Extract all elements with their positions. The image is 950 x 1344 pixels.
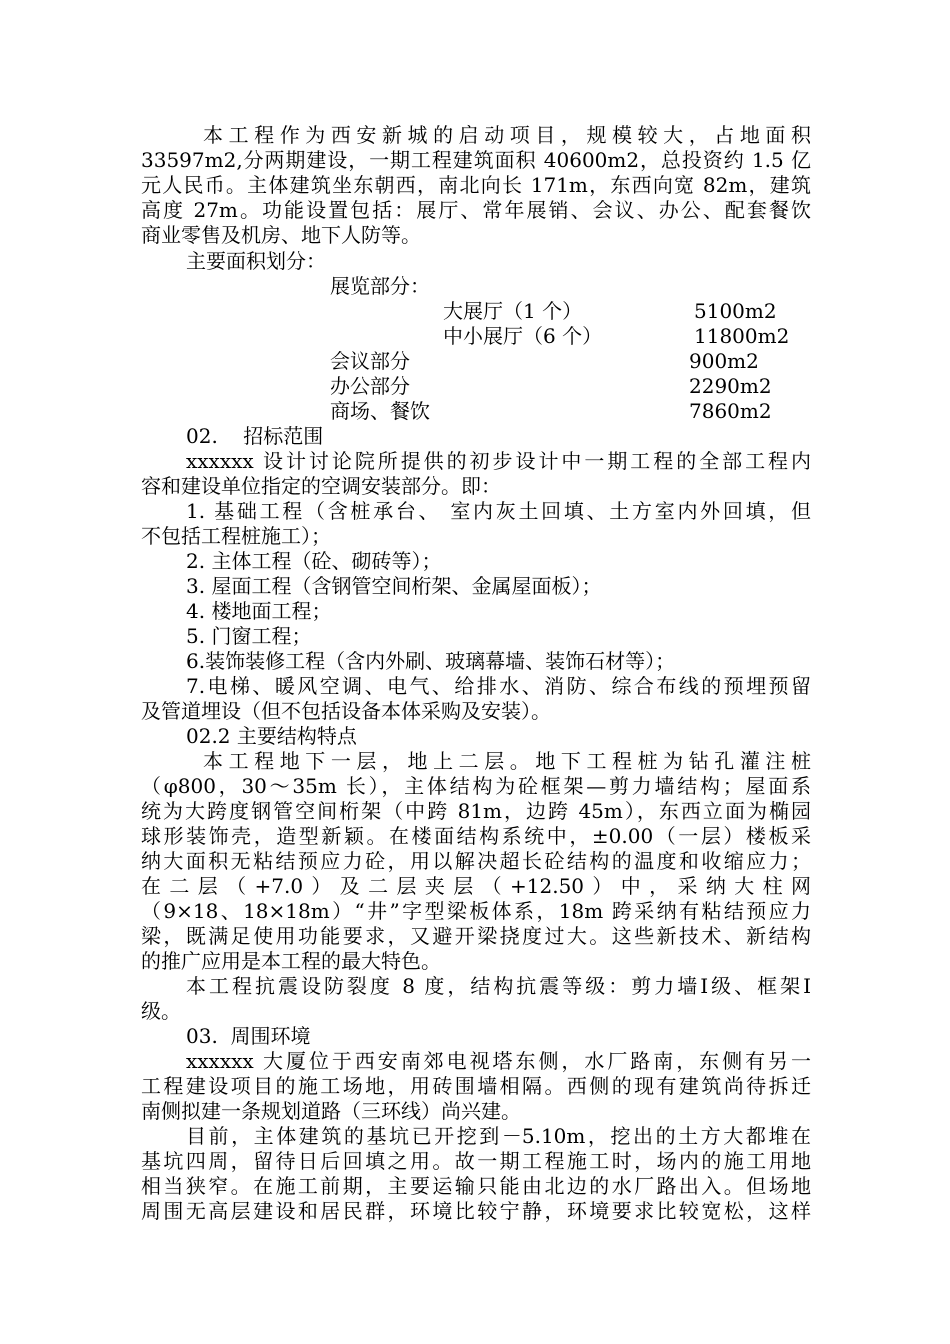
scope-line: 及管道埋设（但不包括设备本体采购及安装）。 bbox=[141, 699, 551, 723]
scope-line: 1. 基础工程（含桩承台、 室内灰土回填、土方室内外回填，但 bbox=[186, 499, 811, 523]
environment-line: 周围无高层建设和居民群，环境比较宁静，环境要求比较宽松，这样 bbox=[141, 1199, 811, 1223]
scope-line: 6.装饰装修工程（含内外刷、玻璃幕墙、装饰石材等）； bbox=[186, 649, 676, 673]
area-row-value: 7860m2 bbox=[689, 399, 772, 423]
environment-line: 目前，主体建筑的基坑已开挖到－5.10m，挖出的土方大都堆在 bbox=[186, 1124, 811, 1148]
structure-line: 本工程地下一层，地上二层。地下工程桩为钻孔灌注桩 bbox=[203, 749, 811, 773]
area-row-label: 会议部分 bbox=[330, 349, 410, 373]
section-heading-structure: 02.2 主要结构特点 bbox=[186, 724, 357, 748]
intro-line: 33597m2,分两期建设，一期工程建筑面积 40600m2，总投资约 1.5 亿 bbox=[141, 148, 811, 172]
area-row-label: 商场、餐饮 bbox=[330, 399, 430, 423]
area-row-label: 大展厅（1 个） bbox=[443, 299, 583, 323]
area-row-label: 中小展厅（6 个） bbox=[443, 324, 603, 348]
scope-line: 7.电梯、暖风空调、电气、给排水、消防、综合布线的预埋预留 bbox=[186, 674, 811, 698]
structure-line: 统为大跨度钢管空间桁架（中跨 81m，边跨 45m），东西立面为椭园 bbox=[141, 799, 811, 823]
structure-line: （φ800，30～35m 长），主体结构为砼框架—剪力墙结构；屋面系 bbox=[141, 774, 811, 798]
structure-line: 球形装饰壳，造型新颖。在楼面结构系统中，±0.00（一层）楼板采 bbox=[141, 824, 811, 848]
structure-line: 纳大面积无粘结预应力砼，用以解决超长砼结构的温度和收缩应力； bbox=[141, 849, 811, 873]
structure-line: 本工程抗震设防裂度 8 度，结构抗震等级：剪力墙Ⅰ级、框架Ⅰ bbox=[186, 974, 811, 998]
environment-line: 南侧拟建一条规划道路（三环线）尚兴建。 bbox=[141, 1099, 521, 1123]
area-row-value: 11800m2 bbox=[694, 324, 790, 348]
section-heading-scope: 02. 招标范围 bbox=[186, 424, 324, 448]
structure-line: 在二层（+7.0）及二层夹层（+12.50）中，采纳大柱网 bbox=[141, 874, 811, 898]
area-row-value: 900m2 bbox=[689, 349, 759, 373]
intro-line: 本工程作为西安新城的启动项目，规模较大，占地面积 bbox=[203, 123, 811, 147]
structure-line: 的推广应用是本工程的最大特色。 bbox=[141, 949, 441, 973]
structure-line: （9×18、18×18m）“井”字型梁板体系，18m 跨采纳有粘结预应力 bbox=[141, 899, 811, 923]
scope-line: 5. 门窗工程； bbox=[186, 624, 312, 648]
intro-line: 元人民币。主体建筑坐东朝西，南北向长 171m，东西向宽 82m，建筑 bbox=[141, 173, 811, 197]
scope-line: xxxxxx 设计讨论院所提供的初步设计中一期工程的全部工程内 bbox=[186, 449, 811, 473]
structure-line: 级。 bbox=[141, 999, 181, 1023]
area-heading: 主要面积划分： bbox=[186, 249, 326, 273]
intro-line: 商业零售及机房、地下人防等。 bbox=[141, 223, 421, 247]
scope-line: 不包括工程桩施工）； bbox=[141, 524, 331, 548]
environment-line: xxxxxx 大厦位于西安南郊电视塔东侧，水厂路南，东侧有另一 bbox=[186, 1049, 811, 1073]
scope-line: 4. 楼地面工程； bbox=[186, 599, 332, 623]
environment-line: 工程建设项目的施工场地，用砖围墙相隔。西侧的现有建筑尚待拆迁 bbox=[141, 1074, 811, 1098]
scope-line: 容和建设单位指定的空调安装部分。即： bbox=[141, 474, 501, 498]
environment-line: 相当狭窄。在施工前期，主要运输只能由北边的水厂路出入。但场地 bbox=[141, 1174, 811, 1198]
section-heading-environment: 03. 周围环境 bbox=[186, 1024, 311, 1048]
exhibit-label: 展览部分： bbox=[330, 274, 430, 298]
area-row-label: 办公部分 bbox=[330, 374, 410, 398]
structure-line: 梁，既满足使用功能要求，又避开梁挠度过大。这些新技术、新结构 bbox=[141, 924, 811, 948]
area-row-value: 2290m2 bbox=[689, 374, 772, 398]
scope-line: 2. 主体工程（砼、砌砖等）； bbox=[186, 549, 442, 573]
intro-line: 高度 27m。功能设置包括：展厅、常年展销、会议、办公、配套餐饮 bbox=[141, 198, 811, 222]
area-row-value: 5100m2 bbox=[694, 299, 777, 323]
environment-line: 基坑四周，留待日后回填之用。故一期工程施工时，场内的施工用地 bbox=[141, 1149, 811, 1173]
scope-line: 3. 屋面工程（含钢管空间桁架、金属屋面板）； bbox=[186, 574, 602, 598]
